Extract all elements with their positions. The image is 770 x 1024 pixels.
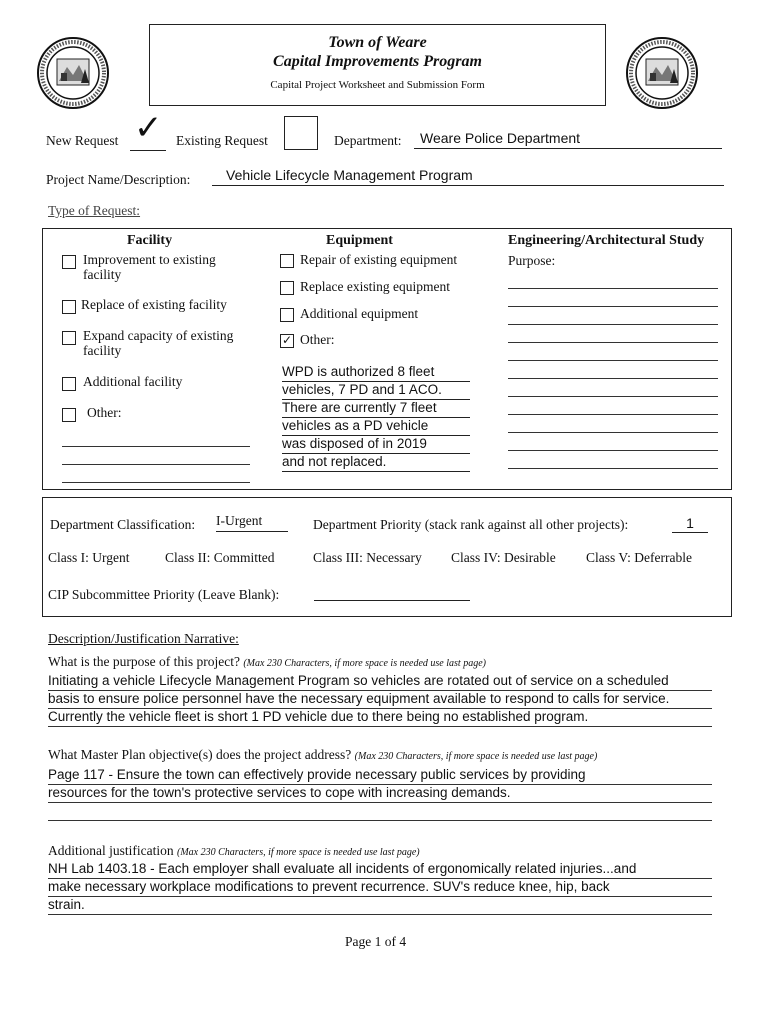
facility-expand-checkbox[interactable] [62,331,76,345]
answer-justification[interactable] [48,860,712,916]
equipment-repair-label: Repair of existing equipment [300,252,458,267]
question-justification [48,843,420,859]
question-purpose-text: What is the purpose of this project? [48,654,240,669]
purpose-line[interactable] [508,414,718,415]
town-seal-right-logo [626,37,698,109]
priority-field[interactable] [672,515,708,533]
facility-improvement-label: Improvement to existing facility [83,252,216,282]
facility-other-line[interactable] [62,482,250,483]
answer-justification-line: NH Lab 1403.18 - Each employer shall evaluate all incidents of ergonomically related injuries...and [48,860,712,879]
class-5-label: Class V: Deferrable [586,550,692,565]
facility-improvement-checkbox[interactable] [62,255,76,269]
purpose-line[interactable] [508,288,718,289]
class-4-label: Class IV: Desirable [451,550,556,565]
new-request-label: New Request [46,133,119,148]
equipment-additional-label: Additional equipment [300,306,419,321]
class-1-label: Class I: Urgent [48,550,130,565]
narrative-heading: Description/Justification Narrative: [48,631,239,646]
question-purpose [48,654,486,670]
purpose-line[interactable] [508,378,718,379]
department-field[interactable] [414,130,722,149]
answer-master-plan-line [48,802,712,821]
equipment-replace-label: Replace existing equipment [300,279,450,294]
answer-master-plan-line: resources for the town's protective services to cope with increasing demands. [48,784,712,803]
department-value: Weare Police Department [420,130,581,146]
equipment-other-line: and not replaced. [282,454,470,472]
classification-label: Department Classification: [50,517,196,532]
equipment-header: Equipment [326,233,393,248]
facility-additional-label: Additional facility [83,374,183,389]
new-request-checkbox[interactable] [130,108,166,151]
purpose-line[interactable] [508,306,718,307]
answer-purpose-line: Currently the vehicle fleet is short 1 PD vehicle due to there being no established program. [48,708,712,727]
question-purpose-note: (Max 230 Characters, if more space is needed use last page) [243,658,486,669]
question-justification-note: (Max 230 Characters, if more space is needed use last page) [176,847,420,858]
cip-priority-field[interactable] [314,600,470,601]
form-title-box [149,24,606,106]
class-2-label: Class II: Committed [165,550,275,565]
project-value: Vehicle Lifecycle Management Program [226,167,473,183]
cip-priority-label: CIP Subcommittee Priority (Leave Blank): [48,587,280,602]
existing-request-checkbox[interactable] [284,116,318,150]
answer-justification-line: strain. [48,896,712,915]
existing-request-label: Existing Request [176,133,268,148]
answer-purpose-line: basis to ensure police personnel have the necessary equipment available to respond to calls for service. [48,690,712,709]
equipment-other-line: There are currently 7 fleet [282,400,470,418]
question-master-plan-note: (Max 230 Characters, if more space is needed use last page) [354,751,598,762]
facility-other-checkbox[interactable] [62,408,76,422]
answer-master-plan[interactable] [48,766,712,822]
classification-value: I-Urgent [216,513,263,528]
equipment-other-line: vehicles, 7 PD and 1 ACO. [282,382,470,400]
equipment-replace-checkbox[interactable] [280,281,294,295]
answer-purpose-line: Initiating a vehicle Lifecycle Management Program so vehicles are rotated out of service on a scheduled [48,672,712,691]
answer-purpose[interactable] [48,672,712,728]
facility-additional-checkbox[interactable] [62,377,76,391]
question-master-plan-text: What Master Plan objective(s) does the project address? [48,747,352,762]
equipment-repair-checkbox[interactable] [280,254,294,268]
equipment-other-line: was disposed of in 2019 [282,436,470,454]
priority-label: Department Priority (stack rank against all other projects): [313,517,629,532]
equipment-other-checkbox[interactable]: ✓ [281,333,293,347]
town-seal-left-logo [37,37,109,109]
purpose-label: Purpose: [508,253,556,268]
purpose-line[interactable] [508,468,718,469]
class-3-label: Class III: Necessary [313,550,422,565]
answer-master-plan-line: Page 117 - Ensure the town can effectively provide necessary public services by providing [48,766,712,785]
purpose-line[interactable] [508,360,718,361]
program-title: Capital Improvements Program [273,53,482,70]
town-title: Town of Weare [328,34,427,51]
equipment-other-label: Other: [300,332,335,347]
purpose-line[interactable] [508,396,718,397]
facility-other-line[interactable] [62,464,250,465]
priority-value: 1 [686,515,694,531]
question-justification-text: Additional justification [48,843,174,858]
purpose-line[interactable] [508,342,718,343]
answer-justification-line: make necessary workplace modifications to prevent recurrence. SUV's reduce knee, hip, back [48,878,712,897]
project-label: Project Name/Description: [46,172,191,187]
question-master-plan [48,747,597,763]
type-of-request-label: Type of Request: [48,203,141,218]
facility-replace-label: Replace of existing facility [81,297,227,312]
facility-replace-checkbox[interactable] [62,300,76,314]
project-field[interactable] [212,167,724,186]
form-name: Capital Project Worksheet and Submission Form [270,79,485,91]
check-icon: ✓ [134,108,163,148]
facility-other-line[interactable] [62,446,250,447]
equipment-other-line: vehicles as a PD vehicle [282,418,470,436]
page-number: Page 1 of 4 [345,934,407,949]
classification-field[interactable] [216,513,288,532]
purpose-line[interactable] [508,450,718,451]
purpose-line[interactable] [508,432,718,433]
study-header: Engineering/Architectural Study [508,233,705,248]
facility-header: Facility [127,233,173,248]
equipment-other-line: WPD is authorized 8 fleet [282,364,470,382]
facility-expand-label: Expand capacity of existing facility [83,328,234,358]
purpose-line[interactable] [508,324,718,325]
equipment-additional-checkbox[interactable] [280,308,294,322]
facility-other-label: Other: [87,405,122,420]
department-label: Department: [334,133,402,148]
